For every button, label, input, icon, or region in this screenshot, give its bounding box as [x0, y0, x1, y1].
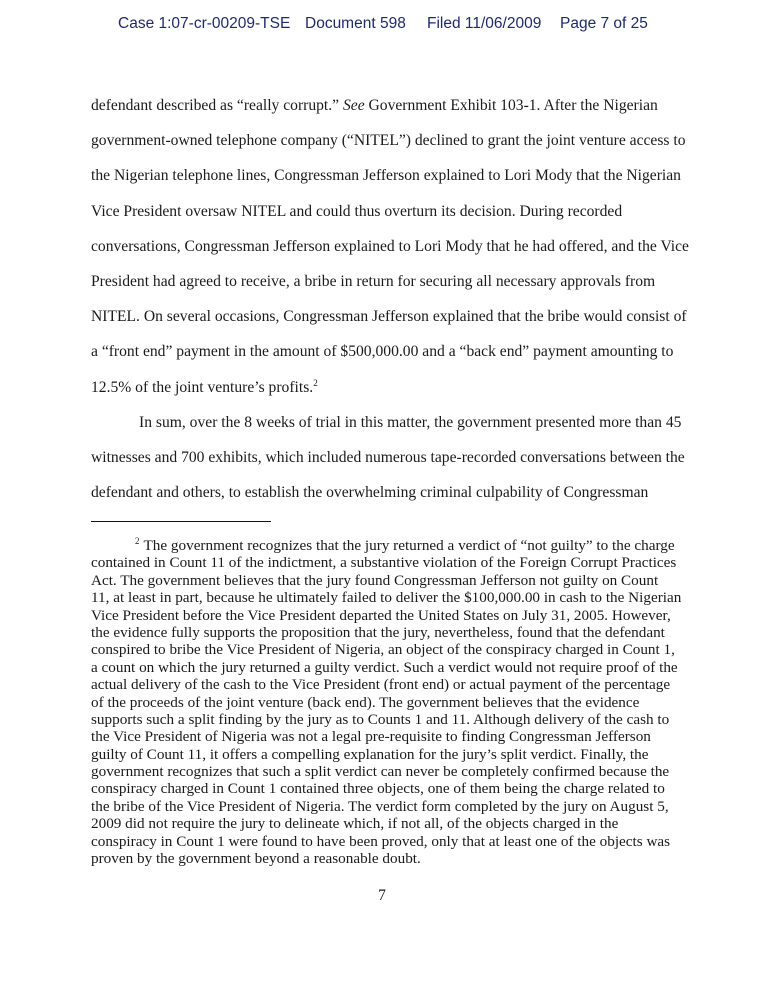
footnote-line: contained in Count 11 of the indictment, a substantive violation of the Foreign Corrupt Practices [91, 554, 677, 572]
footnote-line: guilty of Count 11, it offers a compelling explanation for the jury’s split verdict. Finally, the [91, 745, 649, 763]
footnote-line: 11, at least in part, because he ultimately failed to deliver the $100,000.00 in cash to the Nigerian [91, 589, 682, 607]
body-line: government-owned telephone company (“NITEL”) declined to grant the joint venture access to [91, 132, 686, 150]
body-line: defendant and others, to establish the overwhelming criminal culpability of Congressman [91, 484, 649, 502]
footnote-line: the evidence fully supports the proposition that the jury, nevertheless, found that the defendant [91, 623, 665, 641]
body-text [91, 88, 691, 510]
footnote-line: the Vice President of Nigeria was not a legal pre-requisite to finding Congressman Jefferson [91, 728, 651, 746]
footnote-line: of the proceeds of the joint venture (back end). The government believes that the evidence [91, 693, 640, 711]
footnote-number: 2 [135, 536, 140, 546]
footnote-line: conspiracy in Count 1 were found to have been proved, only that at least one of the objects was [91, 832, 671, 850]
body-line: a “front end” payment in the amount of $500,000.00 and a “back end” payment amounting to [91, 343, 674, 361]
body-line: Vice President oversaw NITEL and could thus overturn its decision. During recorded [91, 202, 623, 220]
footnote-line: the bribe of the Vice President of Nigeria. The verdict form completed by the jury on August 5, [91, 797, 669, 815]
page-count: Page 7 of 25 [560, 15, 648, 32]
body-line: the Nigerian telephone lines, Congressman Jefferson explained to Lori Mody that the Nigerian [91, 167, 681, 185]
body-line: NITEL. On several occasions, Congressman Jefferson explained that the bribe would consist of [91, 308, 687, 326]
footnote-line: supports such a split finding by the jury as to Counts 1 and 11. Although delivery of the cash to [91, 710, 670, 728]
body-line: witnesses and 700 exhibits, which included numerous tape-recorded conversations between the [91, 448, 685, 466]
citation-signal: See [342, 97, 365, 114]
footnote [91, 537, 691, 867]
ecf-filing-header [118, 15, 658, 33]
filed-date: Filed 11/06/2009 [427, 15, 542, 32]
footnote-line-text: The government recognizes that the jury returned a verdict of “not guilty” to the charge [143, 537, 675, 554]
page-number [0, 887, 768, 905]
body-line: conversations, Congressman Jefferson explained to Lori Mody that he had offered, and the Vice [91, 237, 689, 255]
body-line: President had agreed to receive, a bribe in return for securing all necessary approvals from [91, 272, 656, 290]
footnote-line: conspiracy charged in Count 1 contained three objects, one of them being the charge related to [91, 780, 665, 798]
body-line-text: 12.5% of the joint venture’s profits. [91, 378, 314, 396]
body-line [91, 88, 691, 123]
body-line-text: defendant described as “really corrupt.” [91, 97, 343, 114]
footnote-line: 2009 did not require the jury to delineate which, if not all, of the objects charged in the [91, 815, 619, 833]
footnote-line: government recognizes that such a split verdict can never be completely confirmed because the [91, 763, 670, 781]
footnote-line: Act. The government believes that the jury found Congressman Jefferson not guilty on Count [91, 571, 659, 589]
body-line-text: Government Exhibit 103-1. After the Nigerian [364, 97, 658, 114]
document-number: Document 598 [305, 15, 406, 32]
page-number-text: 7 [378, 887, 386, 904]
footnote-line: a count on which the jury returned a guilty verdict. Such a verdict would not require proof of the [91, 658, 678, 676]
footnote-separator [91, 521, 271, 522]
footnote-line: conspired to bribe the Vice President of Nigeria, an object of the conspiracy charged in Count 1, [91, 641, 675, 659]
body-line [91, 370, 691, 405]
footnote-line: proven by the government beyond a reasonable doubt. [91, 850, 421, 868]
footnote-reference[interactable]: 2 [313, 377, 318, 388]
body-line: In sum, over the 8 weeks of trial in this matter, the government presented more than 45 [139, 413, 682, 431]
footnote-line: Vice President before the Vice President departed the United States on July 31, 2005. However, [91, 606, 671, 624]
case-number: Case 1:07-cr-00209-TSE [118, 15, 291, 32]
footnote-line [91, 537, 691, 554]
footnote-line: actual delivery of the cash to the Vice President (front end) or actual payment of the percentage [91, 676, 671, 694]
